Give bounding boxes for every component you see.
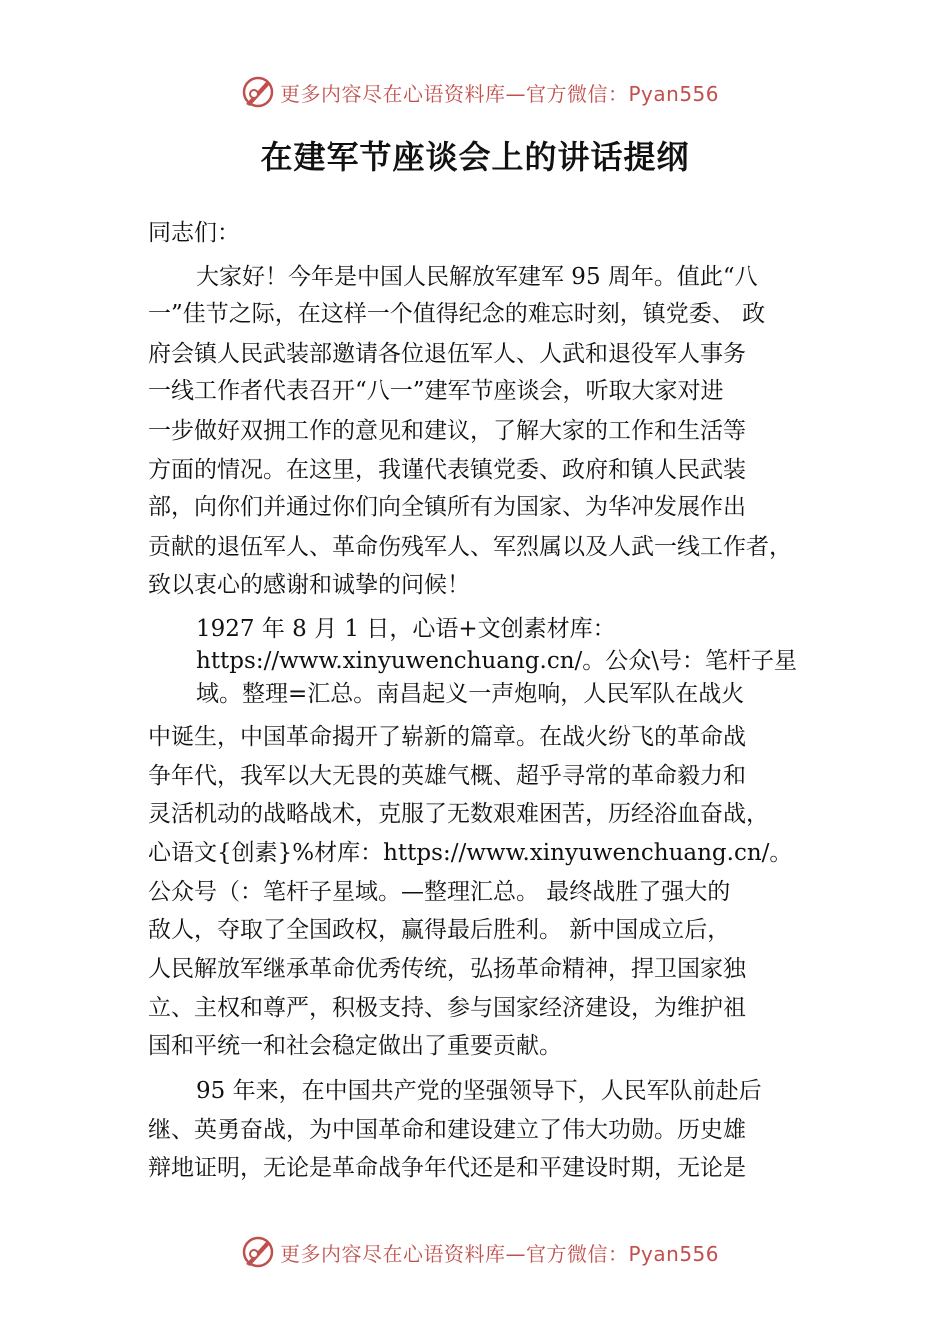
body-line: 部，向你们并通过你们向全镇所有为国家、为华冲发展作出 bbox=[148, 494, 746, 520]
body-line: 人民解放军继承革命优秀传统，弘扬革命精神，捍卫国家独 bbox=[148, 956, 746, 982]
body-line: https://www.xinyuwenchuang.cn/。公众\号：笔杆子星 bbox=[196, 648, 798, 674]
body-line: 心语文{创素}%材库：https://www.xinyuwenchuang.cn/。 bbox=[148, 840, 793, 866]
body-line: 辩地证明，无论是革命战争年代还是和平建设时期，无论是 bbox=[148, 1155, 746, 1181]
banner-text: 更多内容尽在心语资料库—官方微信：Pyan556 bbox=[280, 1242, 720, 1266]
document-title: 在建军节座谈会上的讲话提纲 bbox=[260, 138, 690, 176]
body-line: 域。整理=汇总。南昌起义一声炮响，人民军队在战火 bbox=[196, 681, 745, 707]
body-line: 争年代，我军以大无畏的英雄气概、超乎寻常的革命毅力和 bbox=[148, 763, 746, 789]
body-line: 一”佳节之际，在这样一个值得纪念的难忘时刻，镇党委、 政 bbox=[148, 301, 766, 327]
pen-logo-icon bbox=[240, 1234, 276, 1270]
body-line: 立、主权和尊严，积极支持、参与国家经济建设，为维护祖 bbox=[148, 995, 746, 1021]
body-line: 贡献的退伍军人、革命伤残军人、军烈属以及人武一线工作者， bbox=[148, 534, 792, 560]
body-line: 一步做好双拥工作的意见和建议，了解大家的工作和生活等 bbox=[148, 418, 746, 444]
body-line: 致以衷心的感谢和诚挚的问候！ bbox=[148, 572, 470, 598]
body-line: 1927 年 8 月 1 日，心语+文创素材库： bbox=[196, 616, 616, 642]
body-line: 公众号（：笔杆子星域。—整理汇总。 最终战胜了强大的 bbox=[148, 879, 731, 905]
body-line: 一线工作者代表召开“八一”建军节座谈会，听取大家对进 bbox=[148, 378, 724, 404]
pen-logo-icon bbox=[240, 74, 276, 110]
body-line: 大家好！今年是中国人民解放军建军 95 周年。值此“八 bbox=[196, 264, 758, 290]
body-line: 中诞生，中国革命揭开了崭新的篇章。在战火纷飞的革命战 bbox=[148, 724, 746, 750]
body-line: 继、英勇奋战，为中国革命和建设建立了伟大功勋。历史雄 bbox=[148, 1117, 746, 1143]
footer-watermark-banner bbox=[0, 1230, 950, 1274]
banner-text: 更多内容尽在心语资料库—官方微信：Pyan556 bbox=[280, 82, 720, 106]
body-line: 方面的情况。在这里，我谨代表镇党委、政府和镇人民武装 bbox=[148, 457, 746, 483]
body-line: 府会镇人民武装部邀请各位退伍军人、人武和退役军人事务 bbox=[148, 341, 746, 367]
body-line: 灵活机动的战略战术，克服了无数艰难困苦，历经浴血奋战， bbox=[148, 801, 769, 827]
body-line: 95 年来，在中国共产党的坚强领导下，人民军队前赴后 bbox=[196, 1078, 762, 1104]
body-line: 国和平统一和社会稳定做出了重要贡献。 bbox=[148, 1033, 562, 1059]
header-watermark-banner bbox=[0, 70, 950, 114]
body-line: 敌人，夺取了全国政权，赢得最后胜利。 新中国成立后， bbox=[148, 917, 731, 943]
salutation: 同志们： bbox=[148, 220, 240, 246]
